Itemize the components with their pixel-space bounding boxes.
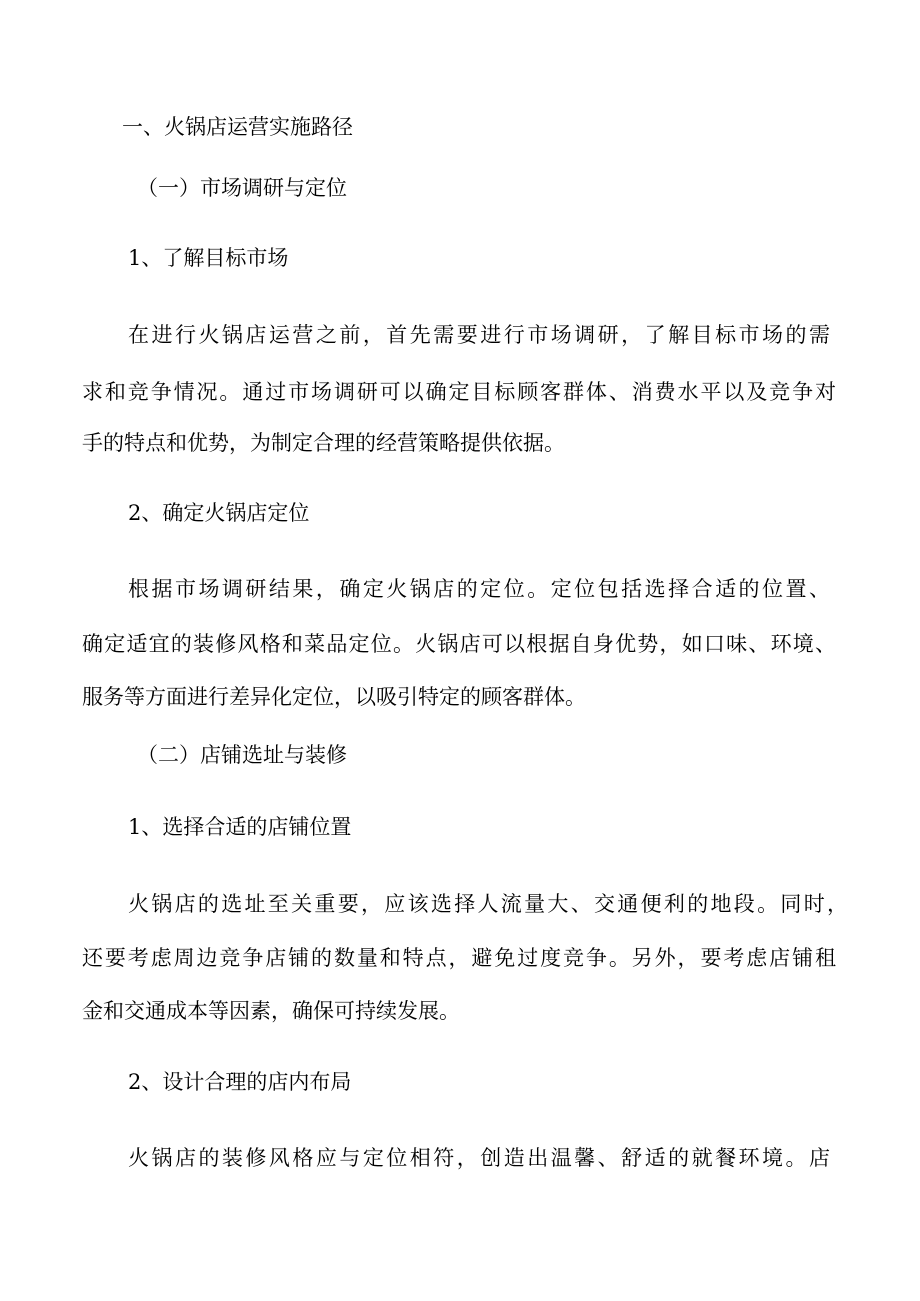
paragraph-line: 求和竞争情况。通过市场调研可以确定目标顾客群体、消费水平以及竞争对 — [82, 380, 836, 404]
paragraph-line: 确定适宜的装修风格和菜品定位。火锅店可以根据自身优势，如口味、环境、 — [82, 632, 836, 656]
paragraph-line: 手的特点和优势，为制定合理的经营策略提供依据。 — [82, 431, 565, 455]
paragraph-line: 在进行火锅店运营之前，首先需要进行市场调研，了解目标市场的需 — [128, 323, 830, 347]
paragraph-line: 火锅店的装修风格应与定位相符，创造出温馨、舒适的就餐环境。店 — [128, 1146, 830, 1170]
paragraph-line: 根据市场调研结果，确定火锅店的定位。定位包括选择合适的位置、 — [128, 577, 830, 601]
item-heading-choose-location: 1、选择合适的店铺位置 — [128, 815, 352, 839]
item-heading-define-positioning: 2、确定火锅店定位 — [128, 501, 310, 525]
paragraph-line: 服务等方面进行差异化定位，以吸引特定的顾客群体。 — [82, 685, 586, 709]
paragraph-line: 还要考虑周边竞争店铺的数量和特点，避免过度竞争。另外，要考虑店铺租 — [82, 946, 836, 970]
section-heading: 一、火锅店运营实施路径 — [122, 115, 353, 139]
subsection-heading-market-research: （一）市场调研与定位 — [137, 176, 347, 200]
item-heading-design-layout: 2、设计合理的店内布局 — [128, 1070, 352, 1094]
subsection-heading-site-selection: （二）店铺选址与装修 — [137, 743, 347, 767]
item-heading-understand-market: 1、了解目标市场 — [128, 246, 289, 270]
paragraph-line: 金和交通成本等因素，确保可持续发展。 — [82, 999, 460, 1023]
paragraph-line: 火锅店的选址至关重要，应该选择人流量大、交通便利的地段。同时， — [128, 892, 848, 916]
